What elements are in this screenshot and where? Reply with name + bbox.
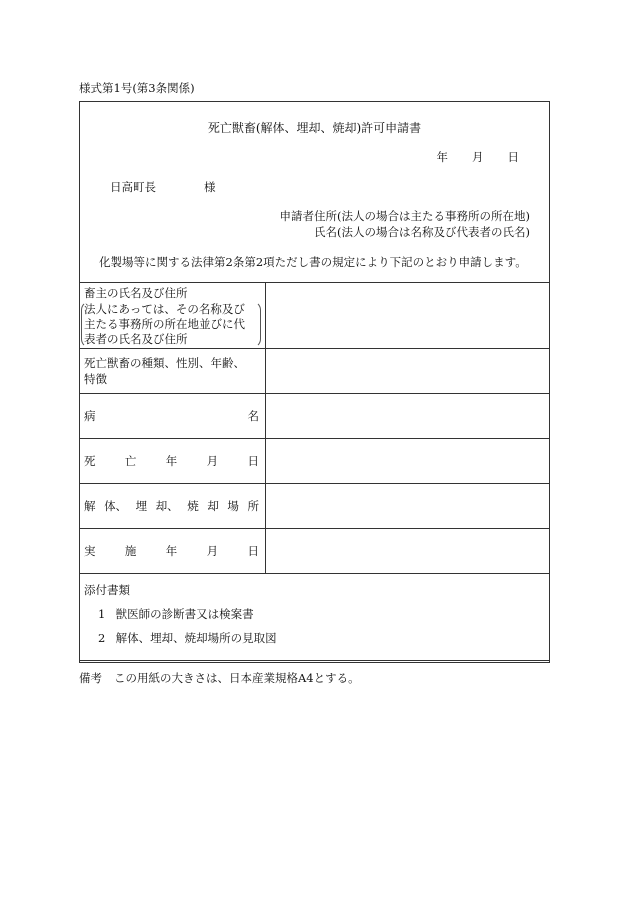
addressee [110,179,216,195]
place-label-char: 場 [227,499,239,513]
table-row-disease [80,394,550,439]
attachment-text: 獣医師の診断書又は検案書 [115,607,254,621]
death-date-label-char: 年 [165,454,178,468]
addressee-name: 日高町長 [110,180,156,194]
owner-label-cell [80,283,266,349]
place-label-cell [80,484,266,529]
table-row-attachments [80,574,550,663]
implementation-date-label-char: 月 [206,544,219,558]
place-label-char: 所 [247,499,259,513]
owner-note-line: 主たる事務所の所在地並びに代 [84,316,245,331]
attachment-number: 2 [98,631,106,645]
table-row-death-date [80,439,550,484]
death-date-label-char: 月 [206,454,219,468]
animal-label-cell [80,349,266,394]
implementation-date-label-char: 年 [165,544,178,558]
implementation-date-value-cell[interactable] [266,529,550,574]
table-row-implementation-date [80,529,550,574]
attachments-title: 添付書類 [84,583,130,597]
place-label-char: 解 [84,499,96,513]
death-date-label-char: 死 [84,454,96,468]
attachment-text: 解体、埋却、焼却場所の見取図 [115,631,277,645]
date-line [437,149,520,165]
addressee-honorific: 様 [204,180,216,194]
death-date-value-cell[interactable] [266,439,550,484]
table-row-owner [80,283,550,349]
remarks-text: この用紙の大きさは、日本産業規格A4とする。 [114,671,360,685]
animal-label-line: 死亡獣畜の種類、性別、年齢、 [84,356,245,370]
attachment-number: 1 [98,607,106,621]
applicant-address-label: 申請者住所(法人の場合は主たる事務所の所在地) [279,209,530,223]
owner-bracket-note [81,301,261,348]
form-number: 様式第1号(第3条関係) [79,81,195,95]
place-label-char: 却 [207,499,219,513]
implementation-date-label-char: 実 [84,544,96,558]
place-label-char: 埋 [135,499,148,513]
animal-value-cell[interactable] [266,349,550,394]
owner-note-line: 表者の氏名及び住所 [84,331,188,346]
attachments-cell [80,574,550,663]
place-label-char: 体、 [104,499,128,513]
place-label-char: 却、 [155,499,179,513]
owner-heading: 畜主の氏名及び住所 [84,285,188,300]
attachment-item [98,631,549,646]
disease-value-cell[interactable] [266,394,550,439]
remarks [79,670,360,686]
date-day-label: 日 [507,150,519,164]
death-date-label-char: 日 [247,454,259,468]
table-row-animal [80,349,550,394]
disease-label-cell [80,394,266,439]
death-date-label-char: 亡 [124,454,137,468]
implementation-date-label-char: 日 [247,544,259,558]
application-details-table [79,282,550,663]
disease-label-char: 病 [84,409,96,423]
date-month-label: 月 [472,150,484,164]
animal-label-line: 特徴 [84,372,107,386]
applicant-name-label: 氏名(法人の場合は名称及び代表者の氏名) [314,225,530,239]
place-label-char: 焼 [187,499,199,513]
application-statement: 化製場等に関する法律第2条第2項ただし書の規定により下記のとおり申請します。 [99,255,527,269]
remarks-label: 備考 [79,671,102,685]
date-year-label: 年 [436,150,448,164]
place-value-cell[interactable] [266,484,550,529]
table-row-place [80,484,550,529]
application-form-frame [79,101,550,661]
death-date-label-cell [80,439,266,484]
implementation-date-label-cell [80,529,266,574]
owner-note-line: 法人にあっては、その名称及び [84,301,245,316]
disease-label-char: 名 [247,409,259,423]
implementation-date-label-char: 施 [124,544,137,558]
form-title: 死亡獣畜(解体、埋却、焼却)許可申請書 [207,121,422,135]
owner-value-cell[interactable] [266,283,550,349]
attachment-item [98,607,549,622]
